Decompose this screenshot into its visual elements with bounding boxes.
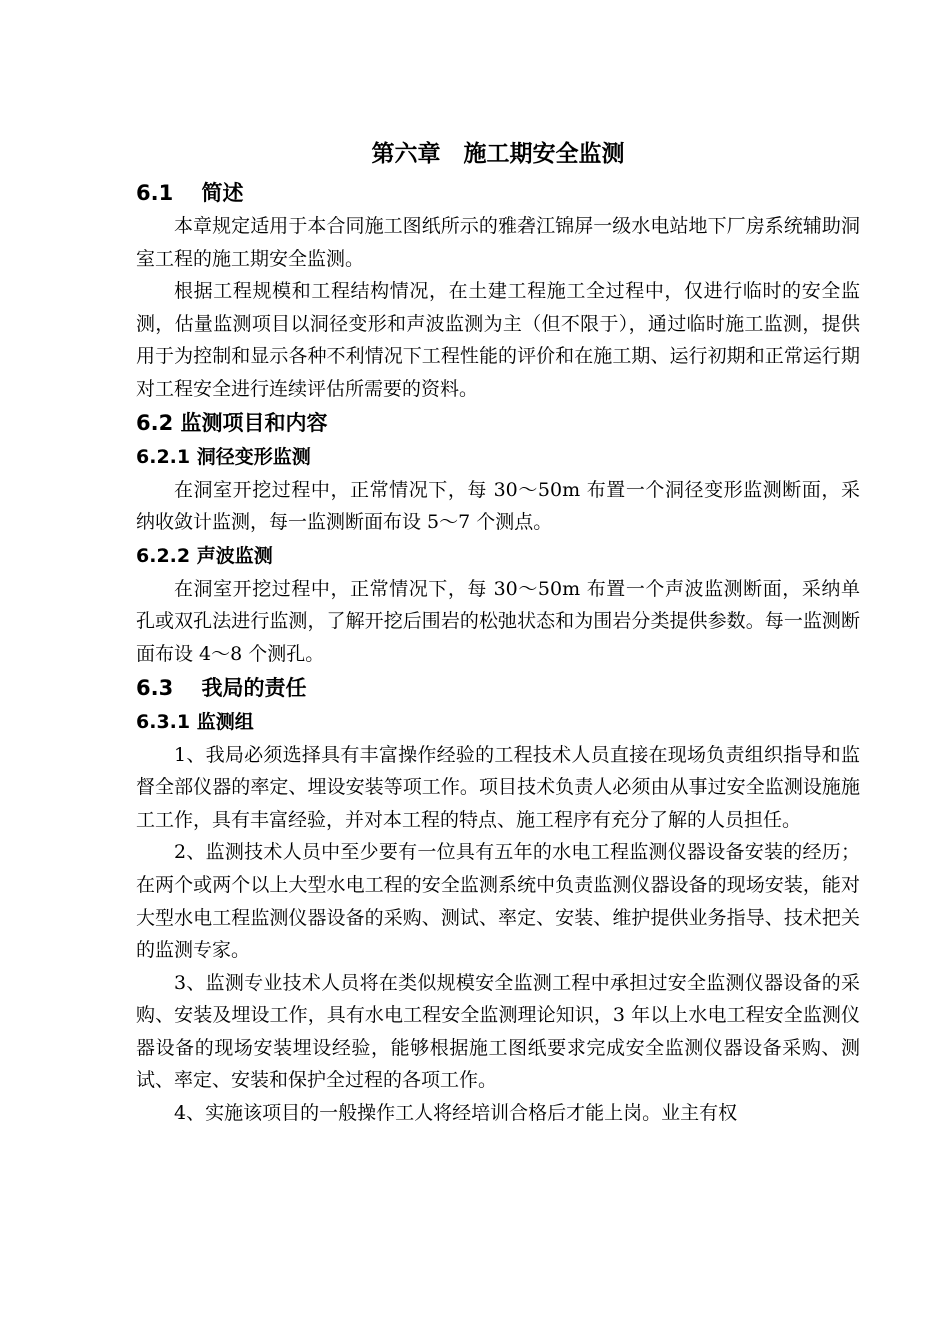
section-6-3-heading: 6.3 我局的责任 [136, 675, 307, 700]
section-6-2-1-heading: 6.2.1 洞径变形监测 [136, 445, 311, 468]
section-6-2-2-heading: 6.2.2 声波监测 [136, 544, 273, 567]
section-6-3-1-heading: 6.3.1 监测组 [136, 710, 254, 733]
section-6-2-1-paragraph: 在洞室开挖过程中，正常情况下，每 30～50m 布置一个洞径变形监测断面，采纳收敛计监测，每一监测断面布设 5～7 个测点。 [136, 478, 860, 534]
section-6-3-1-paragraph-4: 4、实施该项目的一般操作工人将经培训合格后才能上岗。业主有权 [174, 1102, 738, 1125]
section-6-3-1-paragraph-2: 2、监测技术人员中至少要有一位具有五年的水电工程监测仪器设备安装的经历；在两个或两个以上大型水电工程的安全监测系统中负责监测仪器设备的现场安装，能对大型水电工程监测仪器设备的采购、测试、率定、安装、维护提供业务指导、技术把关的监测专家。 [136, 841, 860, 962]
section-6-3-1-paragraph-3: 3、监测专业技术人员将在类似规模安全监测工程中承担过安全监测仪器设备的采购、安装及埋设工作，具有水电工程安全监测理论知识，3 年以上水电工程安全监测仪器设备的现场安装埋设经验，能够根据施工图纸要求完成安全监测仪器设备采购、测试、率定、安装和保护全过程的各项工作。 [136, 971, 860, 1092]
section-6-1-heading: 6.1 简述 [136, 181, 244, 205]
section-6-1-paragraph-2: 根据工程规模和工程结构情况，在土建工程施工全过程中，仅进行临时的安全监测，估量监测项目以洞径变形和声波监测为主（但不限于），通过临时施工监测，提供用于为控制和显示各种不利情况下工程性能的评价和在施工期、运行初期和正常运行期对工程安全进行连续评估所需要的资料。 [136, 280, 860, 400]
section-6-2-heading: 6.2 监测项目和内容 [136, 410, 328, 435]
section-6-1-paragraph-1: 本章规定适用于本合同施工图纸所示的雅砻江锦屏一级水电站地下厂房系统辅助洞室工程的施工期安全监测。 [136, 215, 860, 270]
document-body [136, 134, 860, 1130]
chapter-title: 第六章 施工期安全监测 [371, 141, 625, 167]
section-6-2-2-paragraph: 在洞室开挖过程中，正常情况下，每 30～50m 布置一个声波监测断面，采纳单孔或双孔法进行监测，了解开挖后围岩的松弛状态和为围岩分类提供参数。每一监测断面布设 4～8 个测孔。 [136, 577, 860, 665]
section-6-3-1-paragraph-1: 1、我局必须选择具有丰富操作经验的工程技术人员直接在现场负责组织指导和监督全部仪器的率定、埋设安装等项工作。项目技术负责人必须由从事过安全监测设施施工工作，具有丰富经验，并对本工程的特点、施工程序有充分了解的人员担任。 [136, 743, 860, 831]
